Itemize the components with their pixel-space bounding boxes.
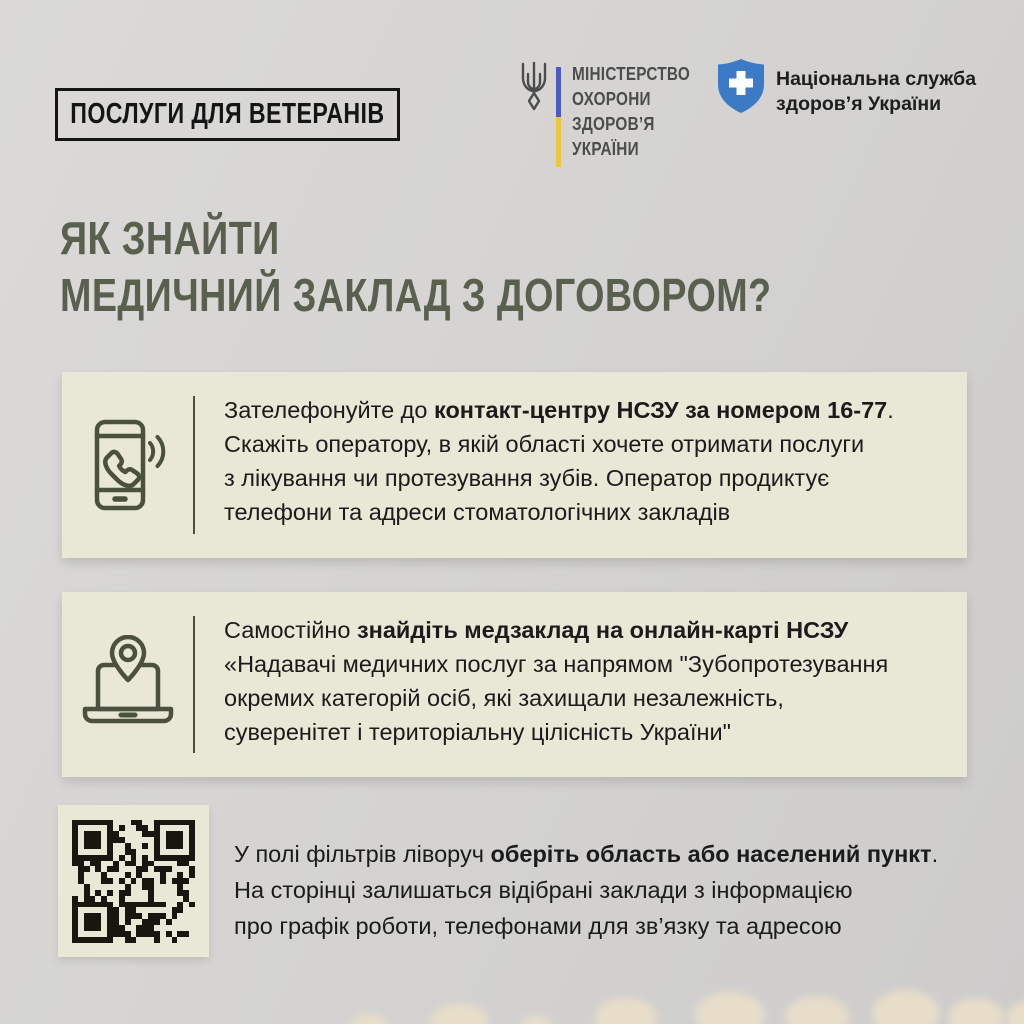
step1-text [195,372,914,558]
nszu-line: здоров’я України [776,93,942,115]
step-card-online-map [62,592,967,777]
ministry-of-health-logo [515,60,690,159]
moh-line: ЗДОРОВ’Я [572,114,655,134]
step1-line2: Скажіть оператору, в якій області хочете отримати послуги [224,431,865,457]
moh-line: ОХОРОНИ [572,89,651,109]
step2-line2: «Надавачі медичних послуг за напрямом "Зубопротезування [224,651,889,677]
step3-line1: У полі фільтрів ліворуч оберіть область або населений пункт. [234,841,939,867]
trident-icon [515,60,553,112]
step2-text [195,592,908,777]
qr-tile [58,805,209,957]
nszu-logo [716,58,977,119]
nszu-line: Національна служба [776,68,977,90]
moh-line: УКРАЇНИ [572,139,639,159]
step1-line4: телефони та адреси стоматологічних закладів [224,499,731,525]
ministry-of-health-name [572,62,711,162]
badge-label: ПОСЛУГИ ДЛЯ ВЕТЕРАНІВ [70,98,385,130]
moh-line: МІНІСТЕРСТВО [572,64,690,84]
step-card-call-contact-center [62,372,967,558]
nszu-name [776,67,976,117]
step2-line3: окремих категорій осіб, які захищали незалежність, [224,685,784,711]
page-title [60,210,928,324]
step3-line3: про графік роботи, телефонами для зв’язку та адресою [234,913,842,939]
ukraine-flag-bar [556,67,561,167]
step1-icon-area [62,372,193,558]
step2-line1: Самостійно знайдіть медзаклад на онлайн-карті НСЗУ [224,617,849,643]
page-title-line1: ЯК ЗНАЙТИ [60,212,280,264]
page-title-line2: МЕДИЧНИЙ ЗАКЛАД З ДОГОВОРОМ? [60,269,772,321]
step3-line2: На сторінці залишаться відібрані заклади з інформацією [234,877,853,903]
step1-line1: Зателефонуйте до контакт-центру НСЗУ за номером 16-77. [224,397,894,423]
qr-code [72,820,195,943]
step2-line4: суверенітет і територіальну цілісність України" [224,719,731,745]
phone-call-icon [75,413,180,518]
step3-text [234,836,938,944]
laptop-location-icon [73,635,183,735]
shield-cross-icon [716,58,766,114]
step1-line3: з лікування чи протезування зубів. Оператор продиктує [224,465,830,491]
veterans-services-badge [55,88,400,141]
step2-icon-area [62,592,193,777]
bottom-photo-edge [280,994,1024,1024]
